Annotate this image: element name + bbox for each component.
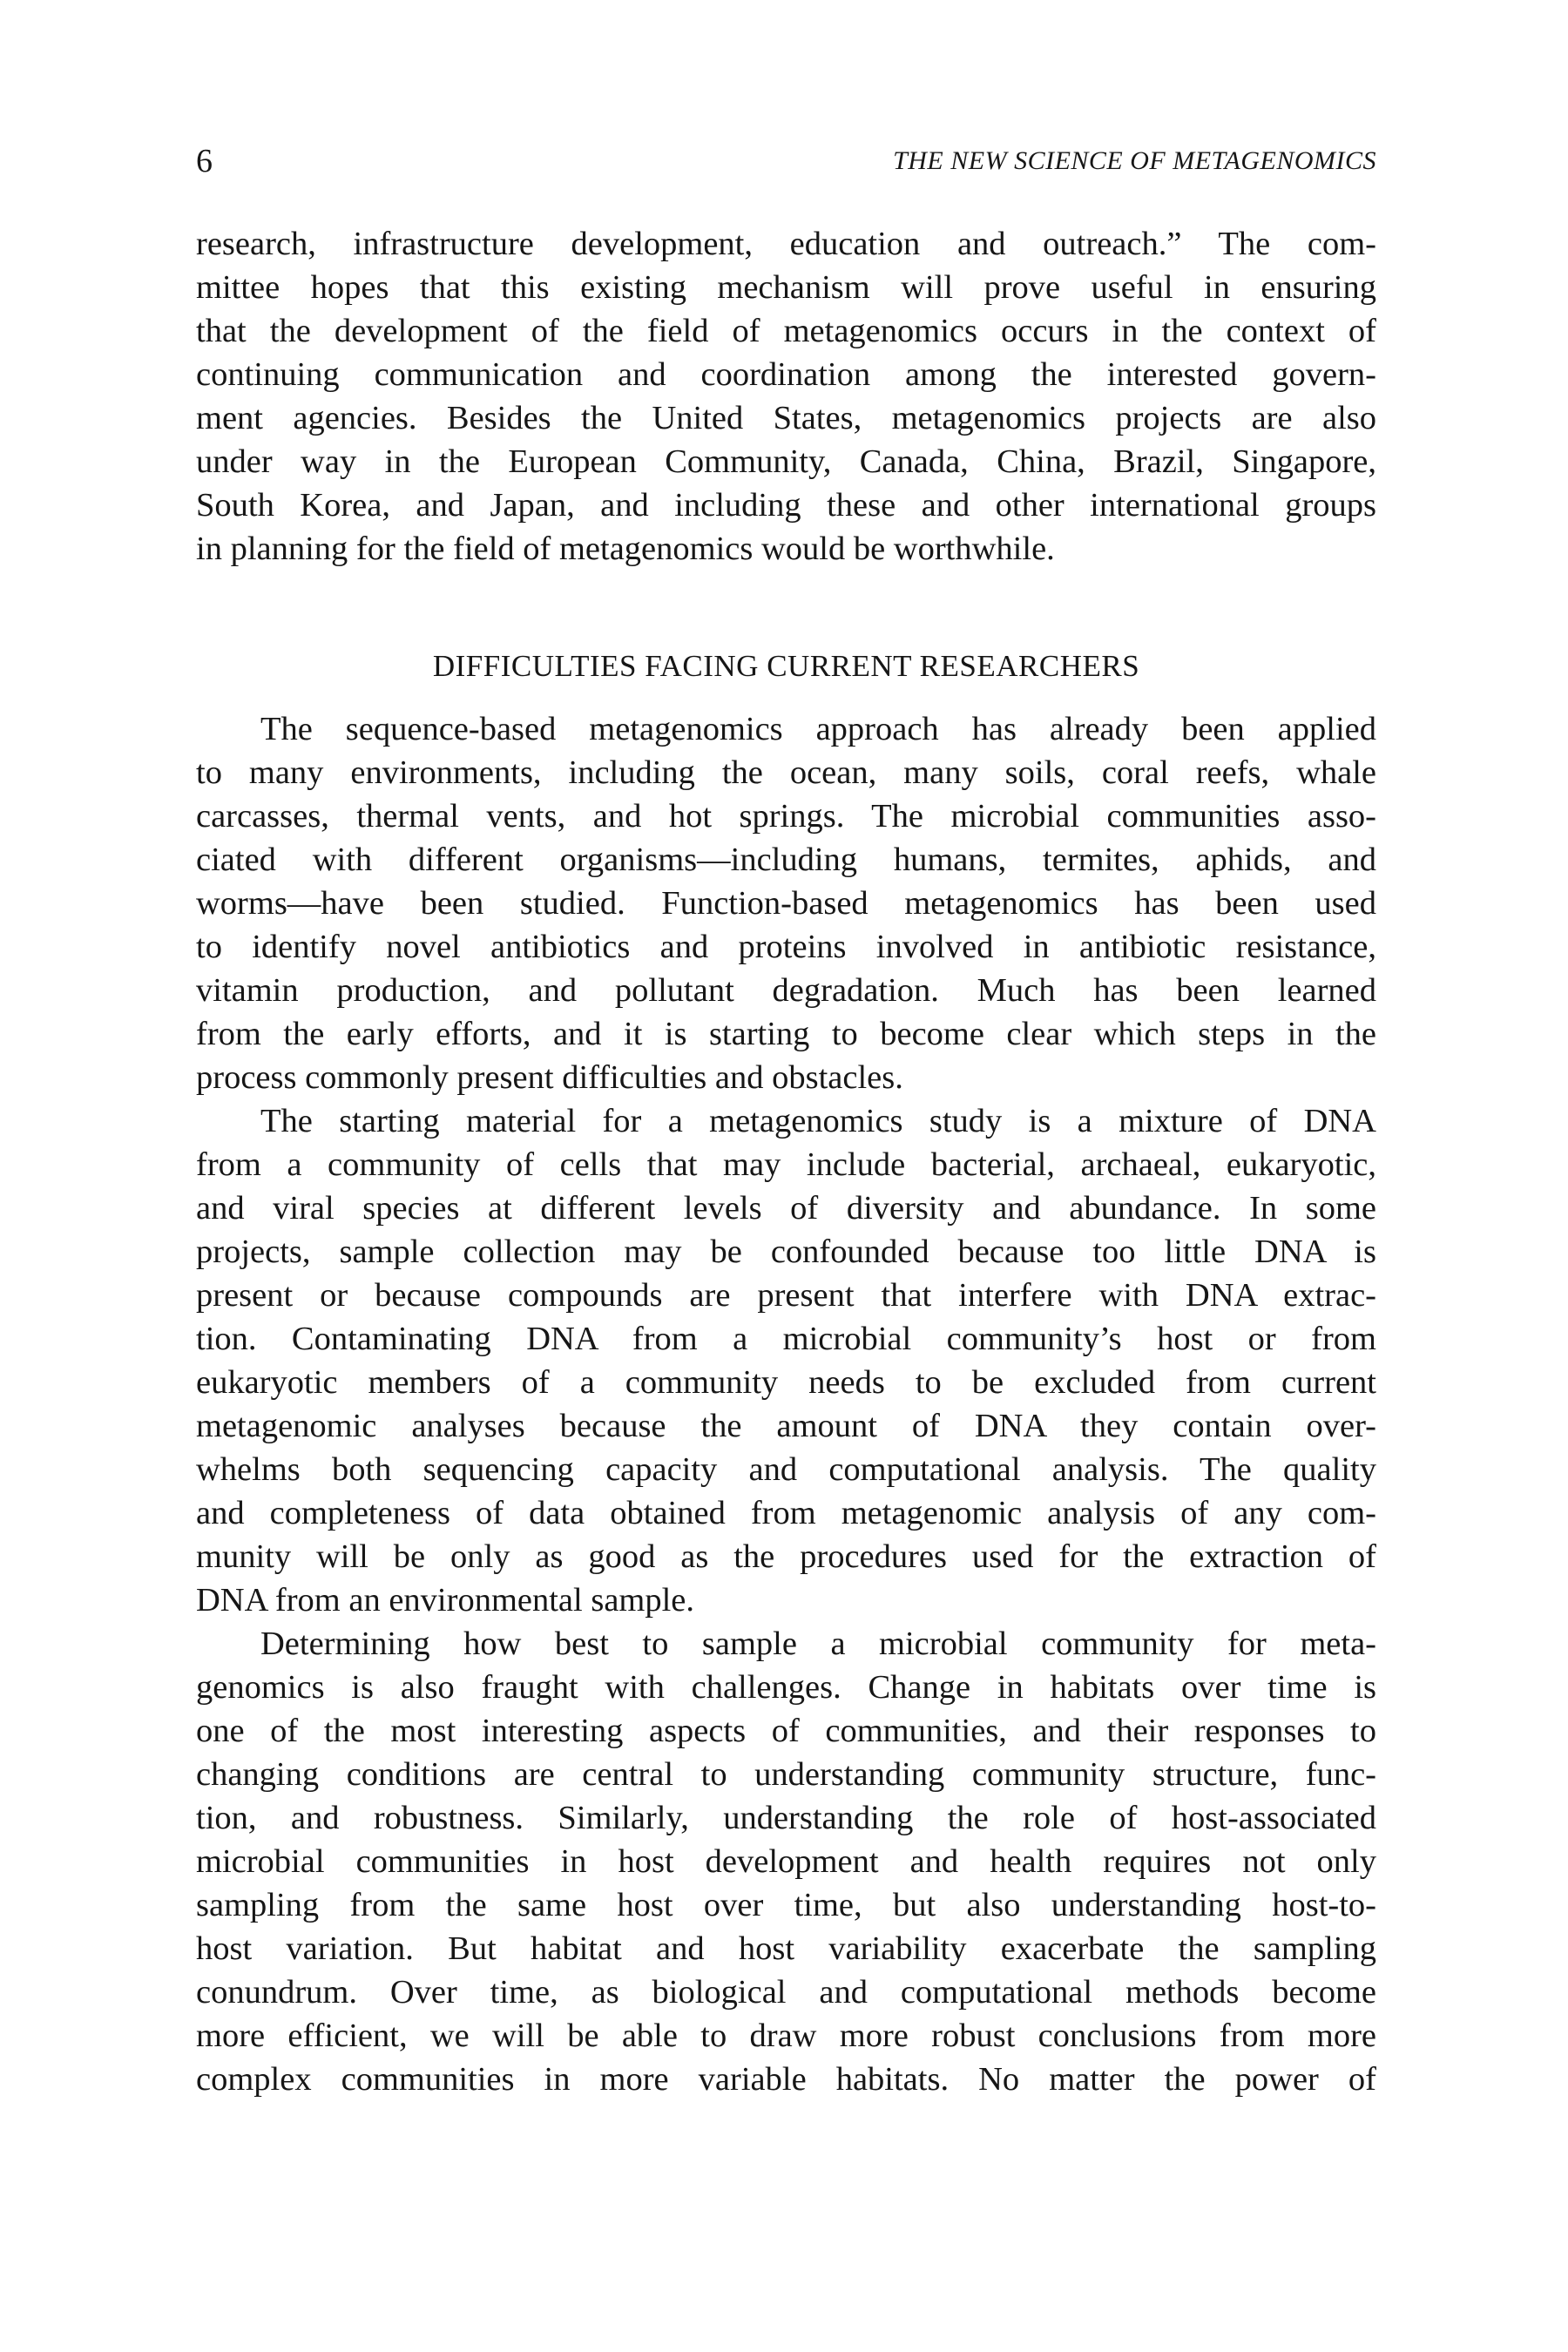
- text-line: conundrum. Over time, as biological and computational methods become: [196, 1974, 1376, 2011]
- text-line: The sequence-based metagenomics approach has already been applied: [260, 711, 1376, 747]
- text-line: tion. Contaminating DNA from a microbial community’s host or from: [196, 1321, 1376, 1357]
- text-line: ment agencies. Besides the United States, metagenomics projects are also: [196, 400, 1376, 436]
- text-line: under way in the European Community, Canada, China, Brazil, Singapore,: [196, 443, 1376, 480]
- text-line: process commonly present difficulties and obstacles.: [196, 1059, 903, 1096]
- text-line: munity will be only as good as the procedures used for the extraction of: [196, 1538, 1376, 1575]
- paragraph-1: [196, 707, 1376, 1099]
- text-line: South Korea, and Japan, and including these and other international groups: [196, 487, 1376, 524]
- text-line: to many environments, including the ocean, many soils, coral reefs, whale: [196, 754, 1376, 791]
- text-line: research, infrastructure development, education and outreach.” The com-: [196, 226, 1376, 262]
- section-heading: DIFFICULTIES FACING CURRENT RESEARCHERS: [432, 649, 1140, 683]
- text-line: eukaryotic members of a community needs to be excluded from current: [196, 1364, 1376, 1401]
- text-line: sampling from the same host over time, but also understanding host-to-: [196, 1887, 1376, 1923]
- text-line: microbial communities in host development and health requires not only: [196, 1843, 1376, 1880]
- text-line: changing conditions are central to understanding community structure, func-: [196, 1756, 1376, 1793]
- text-line: mittee hopes that this existing mechanism will prove useful in ensuring: [196, 269, 1376, 306]
- text-line: metagenomic analyses because the amount of DNA they contain over-: [196, 1408, 1376, 1444]
- text-line: worms—have been studied. Function-based metagenomics has been used: [196, 885, 1376, 922]
- text-line: in planning for the field of metagenomics would be worthwhile.: [196, 531, 1055, 567]
- text-line: whelms both sequencing capacity and computational analysis. The quality: [196, 1451, 1376, 1488]
- text-line: from a community of cells that may include bacterial, archaeal, eukaryotic,: [196, 1146, 1376, 1183]
- running-head: [196, 139, 1376, 183]
- text-line: projects, sample collection may be confounded because too little DNA is: [196, 1233, 1376, 1270]
- text-line: present or because compounds are present that interfere with DNA extrac-: [196, 1277, 1376, 1314]
- text-line: The starting material for a metagenomics study is a mixture of DNA: [260, 1103, 1376, 1139]
- text-line: Determining how best to sample a microbial community for meta-: [260, 1625, 1376, 1662]
- paragraph-2: [196, 1099, 1376, 1622]
- running-title: THE NEW SCIENCE OF METAGENOMICS: [893, 146, 1376, 175]
- text-line: to identify novel antibiotics and proteins involved in antibiotic resistance,: [196, 929, 1376, 965]
- text-line: host variation. But habitat and host variability exacerbate the sampling: [196, 1930, 1376, 1967]
- text-line: more efficient, we will be able to draw more robust conclusions from more: [196, 2017, 1376, 2054]
- intro-paragraph: [196, 222, 1376, 571]
- text-line: vitamin production, and pollutant degradation. Much has been learned: [196, 972, 1376, 1009]
- text-line: continuing communication and coordination among the interested govern-: [196, 356, 1376, 393]
- text-line: ciated with different organisms—including humans, termites, aphids, and: [196, 841, 1376, 878]
- text-line: genomics is also fraught with challenges. Change in habitats over time is: [196, 1669, 1376, 1706]
- text-line: that the development of the field of metagenomics occurs in the context of: [196, 313, 1376, 349]
- text-line: from the early efforts, and it is starting to become clear which steps in the: [196, 1016, 1376, 1052]
- text-line: tion, and robustness. Similarly, understanding the role of host-associated: [196, 1800, 1376, 1836]
- text-line: and completeness of data obtained from metagenomic analysis of any com-: [196, 1495, 1376, 1531]
- paragraph-3: [196, 1622, 1376, 2101]
- text-line: one of the most interesting aspects of communities, and their responses to: [196, 1713, 1376, 1749]
- page-number: 6: [196, 143, 213, 179]
- text-line: DNA from an environmental sample.: [196, 1582, 695, 1619]
- text-line: complex communities in more variable habitats. No matter the power of: [196, 2061, 1376, 2098]
- text-line: carcasses, thermal vents, and hot springs. The microbial communities asso-: [196, 798, 1376, 835]
- text-line: and viral species at different levels of diversity and abundance. In some: [196, 1190, 1376, 1227]
